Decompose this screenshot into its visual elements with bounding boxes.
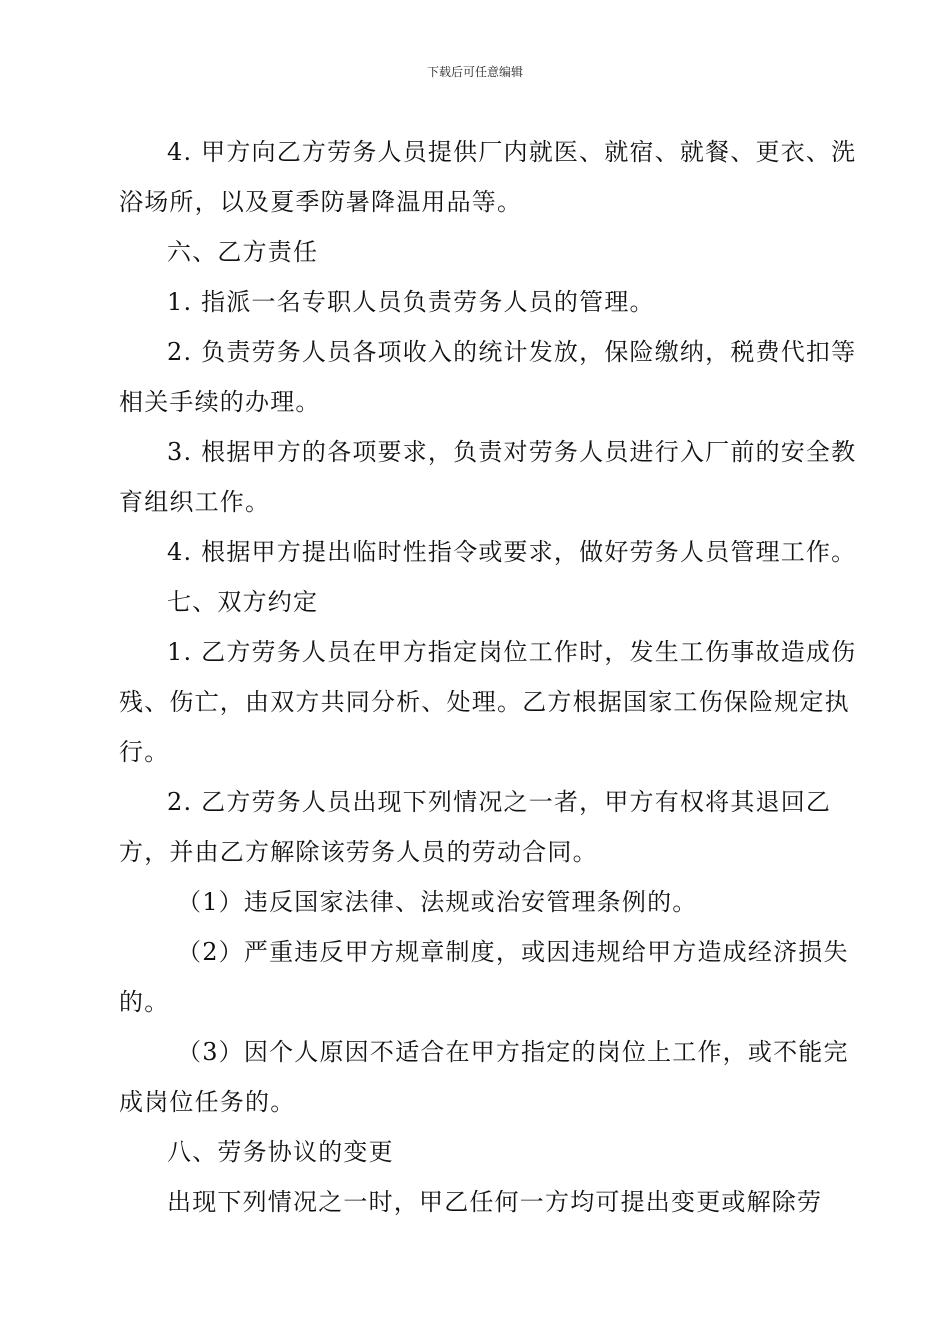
paragraph-safety-education: 3. 根据甲方的各项要求，负责对劳务人员进行入厂前的安全教育组织工作。 [119, 438, 857, 516]
paragraph-income-insurance-tax: 2. 负责劳务人员各项收入的统计发放，保险缴纳，税费代扣等相关手续的办理。 [119, 338, 857, 416]
list-item-unsuitable: （3）因个人原因不适合在甲方指定的岗位上工作，或不能完成岗位任务的。 [119, 1038, 849, 1116]
paragraph-return-conditions: 2. 乙方劳务人员出现下列情况之一者，甲方有权将其退回乙方，并由乙方解除该劳务人员的劳动合同。 [119, 788, 832, 866]
section-heading-agreement-change: 八、劳务协议的变更 [167, 1138, 394, 1166]
list-item-law-violation: （1）违反国家法律、法规或治安管理条例的。 [177, 888, 698, 916]
section-heading-party-b-responsibilities: 六、乙方责任 [167, 238, 319, 266]
paragraph-temporary-instructions: 4. 根据甲方提出临时性指令或要求，做好劳务人员管理工作。 [167, 538, 857, 566]
page-header-note: 下载后可任意编辑 [426, 65, 523, 79]
list-item-rule-violation: （2）严重违反甲方规章制度，或因违规给甲方造成经济损失的。 [119, 938, 849, 1016]
paragraph-change-conditions: 出现下列情况之一时，甲乙任何一方均可提出变更或解除劳 [167, 1188, 823, 1216]
paragraph-work-injury: 1. 乙方劳务人员在甲方指定岗位工作时，发生工伤事故造成伤残、伤亡，由双方共同分析、处理。乙方根据国家工伤保险规定执行。 [119, 638, 857, 766]
paragraph-party-a-facilities: 4. 甲方向乙方劳务人员提供厂内就医、就宿、就餐、更衣、洗浴场所，以及夏季防暑降温用品等。 [119, 138, 857, 216]
document-body [119, 127, 859, 1227]
paragraph-assign-manager: 1. 指派一名专职人员负责劳务人员的管理。 [167, 288, 655, 316]
section-heading-mutual-agreement: 七、双方约定 [167, 588, 319, 616]
